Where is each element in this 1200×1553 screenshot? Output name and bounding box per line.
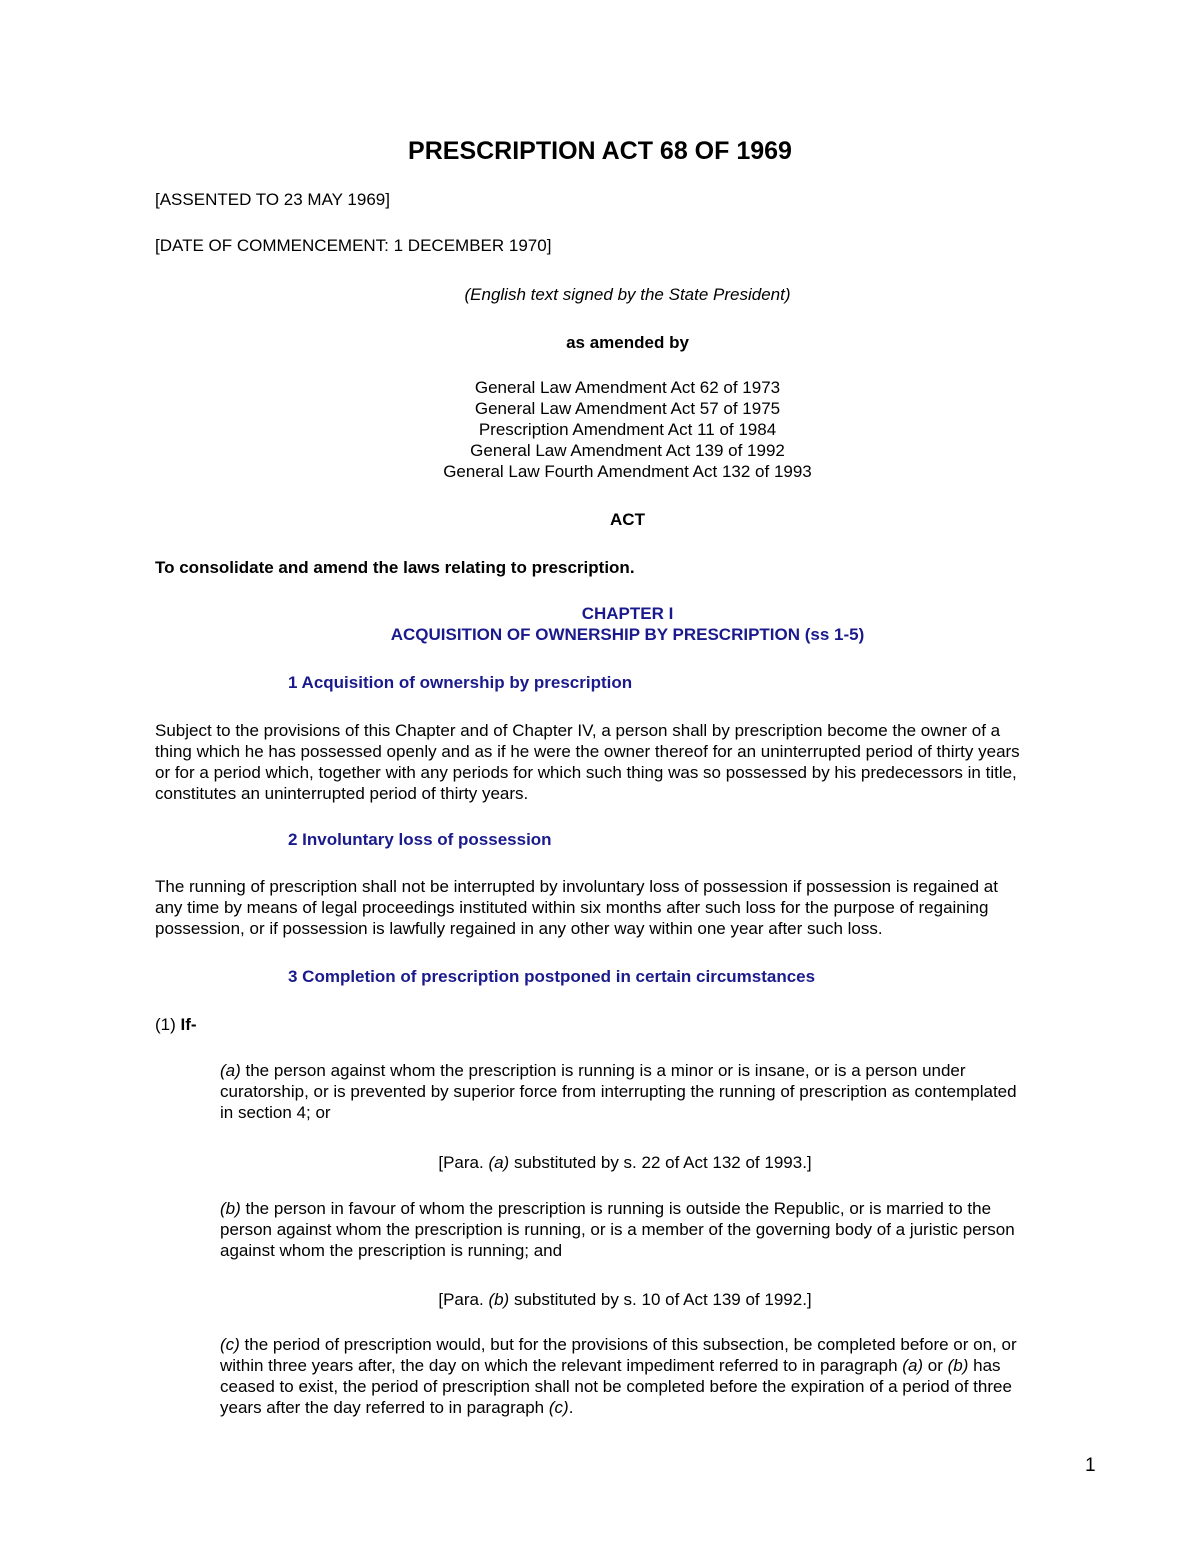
- text-line: any time by means of legal proceedings instituted within six months after such loss for the purpose of regaining: [155, 898, 989, 917]
- chapter-name: ACQUISITION OF OWNERSHIP BY PRESCRIPTION (ss 1-5): [390, 625, 865, 644]
- text-line: or for a period which, together with any periods for which such thing was so possessed by his predecessors in title,: [155, 763, 1017, 782]
- text-line: possession, or if possession is lawfully regained in any other way within one year after such loss.: [155, 919, 883, 938]
- text-line: The running of prescription shall not be interrupted by involuntary loss of possession if possession is regained at: [155, 877, 998, 896]
- amendment-item: General Law Amendment Act 57 of 1975: [474, 399, 781, 418]
- commencement-date: [DATE OF COMMENCEMENT: 1 DECEMBER 1970]: [155, 236, 552, 255]
- section-1-text: [155, 720, 1105, 804]
- signed-note: (English text signed by the State President): [464, 285, 791, 304]
- page-number: 1: [1085, 1455, 1096, 1476]
- paragraph-b: [220, 1198, 1170, 1261]
- long-title: To consolidate and amend the laws relating to prescription.: [155, 558, 635, 577]
- amendment-item: General Law Amendment Act 62 of 1973: [474, 378, 781, 397]
- text-line: ceased to exist, the period of prescription shall not be completed before the expiration of a period of three: [220, 1377, 1012, 1396]
- section-3-heading: 3 Completion of prescription postponed in certain circumstances: [288, 967, 816, 986]
- section-1-heading: 1 Acquisition of ownership by prescription: [288, 673, 633, 692]
- paragraph-a: [220, 1060, 1170, 1123]
- amendment-item: General Law Amendment Act 139 of 1992: [470, 441, 785, 460]
- text-line: curatorship, or is prevented by superior force from interrupting the running of prescription as contemplated: [220, 1082, 1017, 1101]
- amendment-note-b: [Para. (b) substituted by s. 10 of Act 139 of 1992.]: [438, 1290, 812, 1309]
- paragraph-label: (a): [220, 1061, 241, 1080]
- text-line: against whom the prescription is running; and: [220, 1241, 563, 1260]
- text-line: Subject to the provisions of this Chapter and of Chapter IV, a person shall by prescription become the owner of a: [155, 721, 1001, 740]
- subsection-number: (1): [155, 1015, 176, 1034]
- text-line: constitutes an uninterrupted period of thirty years.: [155, 784, 529, 803]
- text-line: the person in favour of whom the prescription is running is outside the Republic, or is married to the: [240, 1199, 992, 1218]
- amendment-item: Prescription Amendment Act 11 of 1984: [478, 420, 777, 439]
- text-line: thing which he has possessed openly and as if he were the owner thereof for an uninterrupted period of thirty years: [155, 742, 1020, 761]
- section-2-heading: 2 Involuntary loss of possession: [288, 830, 552, 849]
- assented-date: [ASSENTED TO 23 MAY 1969]: [155, 190, 390, 209]
- amendment-note-a: [Para. (a) substituted by s. 22 of Act 132 of 1993.]: [438, 1153, 812, 1172]
- document-title: PRESCRIPTION ACT 68 OF 1969: [408, 137, 792, 165]
- text-line: the period of prescription would, but for the provisions of this subsection, be completed before or on, or: [239, 1335, 1017, 1354]
- text-line: in section 4; or: [220, 1103, 331, 1122]
- subsection-1: [155, 1014, 197, 1035]
- amendment-item: General Law Fourth Amendment Act 132 of 1993: [443, 462, 812, 481]
- paragraph-label: (c): [220, 1335, 240, 1354]
- amended-heading: as amended by: [566, 333, 689, 352]
- paragraph-label: (b): [220, 1199, 241, 1218]
- chapter-number: CHAPTER I: [581, 604, 674, 623]
- paragraph-c: (c) the period of prescription would, but for the provisions of this subsection, be completed before or on, or within three years after, the day on which the relevant impediment referred to in paragraph (a) or (b) has ceased to exist, the period of prescription shall not be completed before the expiration of a period of three years after the day referred to in paragraph (c).: [220, 1334, 1170, 1418]
- section-2-text: [155, 876, 1105, 939]
- text-line: person against whom the prescription is running, or is a member of the governing body of a juristic person: [220, 1220, 1015, 1239]
- text-line: the person against whom the prescription is running is a minor or is insane, or is a person under: [240, 1061, 966, 1080]
- subsection-lead: If-: [180, 1015, 197, 1034]
- act-heading: ACT: [610, 510, 645, 529]
